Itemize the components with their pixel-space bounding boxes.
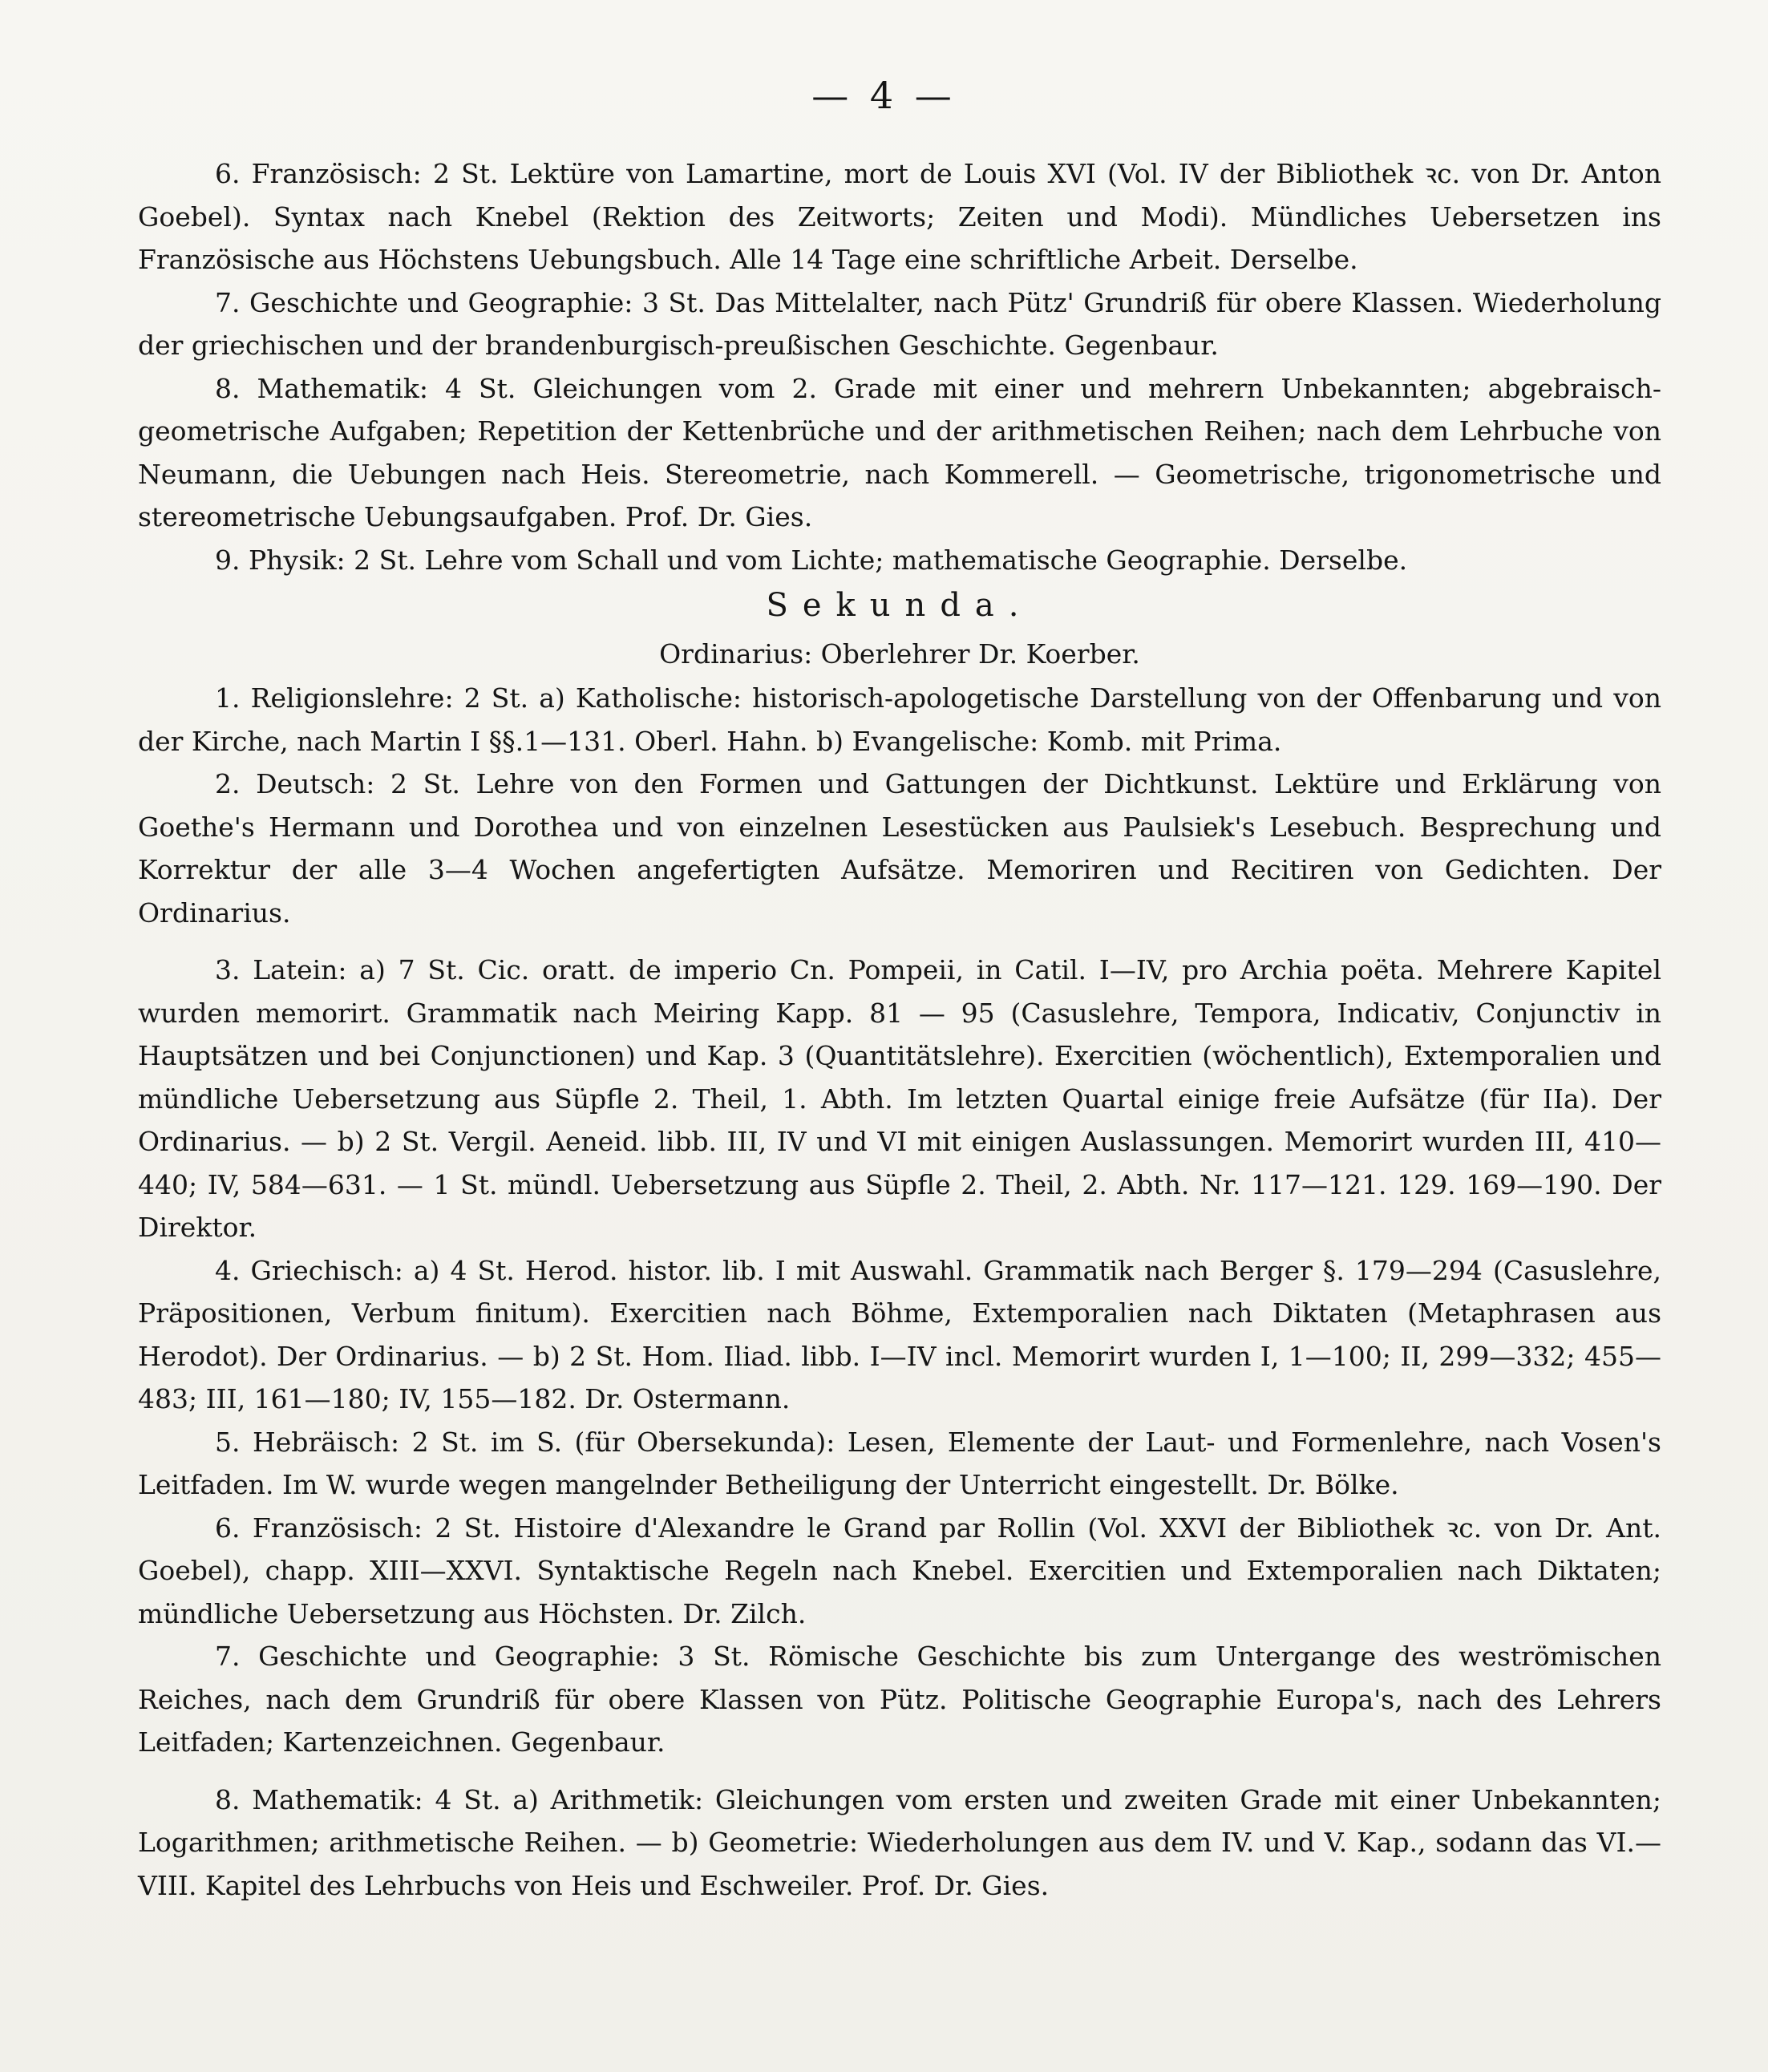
paragraph-mathematik-sekunda: 8. Mathematik: 4 St. a) Arithmetik: Gleichungen vom ersten und zweiten Grade mit einer Unbekannten; Logarithmen; arithmetische Reihen. — b) Geometrie: Wiederholungen aus dem IV. und V. Kap., sodann das VI.—VIII. Kapitel des Lehrbuchs von Heis und Eschweiler. Prof. Dr. Gies. — [138, 1783, 1661, 1901]
section-ordinarius: Ordinarius: Oberlehrer Dr. Koerber. — [659, 637, 1140, 670]
paragraph-mathematik-prima: 8. Mathematik: 4 St. Gleichungen vom 2. Grade mit einer und mehrern Unbekannten; abgebraisch-geometrische Aufgaben; Repetition der Kettenbrüche und der arithmetischen Reihen; nach dem Lehrbuche von Neumann, die Uebungen nach Heis. Stereometrie, nach Kommerell. — Geometrische, trigonometrische und stereometrische Uebungsaufgaben. Prof. Dr. Gies. — [138, 372, 1661, 532]
paragraph-griechisch: 4. Griechisch: a) 4 St. Herod. histor. lib. I mit Auswahl. Grammatik nach Berger §. 179—294 (Casuslehre, Präpositionen, Verbum finitum). Exercitien nach Böhme, Extemporalien nach Diktaten (Metaphrasen aus Herodot). Der Ordinarius. — b) 2 St. Hom. Iliad. libb. I—IV incl. Memorirt wurden I, 1—100; II, 299—332; 455—483; III, 161—180; IV, 155—182. Dr. Ostermann. — [138, 1254, 1661, 1414]
paragraph-hebraeisch: 5. Hebräisch: 2 St. im S. (für Obersekunda): Lesen, Elemente der Laut- und Formenlehre, nach Vosen's Leitfaden. Im W. wurde wegen mangelnder Betheiligung der Unterricht eingestellt. Dr. Bölke. — [138, 1426, 1661, 1500]
page-body — [138, 152, 1661, 1907]
paragraph-franzoesisch-prima: 6. Französisch: 2 St. Lektüre von Lamartine, mort de Louis XVI (Vol. IV der Bibliothek ꝛc. von Dr. Anton Goebel). Syntax nach Knebel (Rektion des Zeitworts; Zeiten und Modi). Mündliches Uebersetzen ins Französische aus Höchstens Uebungsbuch. Alle 14 Tage eine schriftliche Arbeit. Derselbe. — [138, 158, 1661, 275]
paragraph-latein: 3. Latein: a) 7 St. Cic. oratt. de imperio Cn. Pompeii, in Catil. I—IV, pro Archia poëta. Mehrere Kapitel wurden memorirt. Grammatik nach Meiring Kapp. 81 — 95 (Casuslehre, Tempora, Indicativ, Conjunctiv in Hauptsätzen und bei Conjunctionen) und Kap. 3 (Quantitätslehre). Exercitien (wöchentlich), Extemporalien und mündliche Uebersetzung aus Süpfle 2. Theil, 1. Abth. Im letzten Quartal einige freie Aufsätze (für IIa). Der Ordinarius. — b) 2 St. Vergil. Aeneid. libb. III, IV und VI mit einigen Auslassungen. Memorirt wurden III, 410—440; IV, 584—631. — 1 St. mündl. Uebersetzung aus Süpfle 2. Theil, 2. Abth. Nr. 117—121. 129. 169—190. Der Direktor. — [138, 954, 1661, 1243]
section-heading: Sekunda. — [766, 587, 1034, 624]
paragraph-geschichte-prima: 7. Geschichte und Geographie: 3 St. Das Mittelalter, nach Pütz' Grundriß für obere Klassen. Wiederholung der griechischen und der brandenburgisch-preußischen Geschichte. Gegenbaur. — [138, 286, 1661, 361]
page-number: — 4 — — [811, 74, 957, 117]
paragraph-religionslehre: 1. Religionslehre: 2 St. a) Katholische: historisch-apologetische Darstellung von der Offenbarung und von der Kirche, nach Martin I §§.1—131. Oberl. Hahn. b) Evangelische: Komb. mit Prima. — [138, 682, 1661, 757]
paragraph-deutsch: 2. Deutsch: 2 St. Lehre von den Formen und Gattungen der Dichtkunst. Lektüre und Erklärung von Goethe's Hermann und Dorothea und von einzelnen Lesestücken aus Paulsiek's Lesebuch. Besprechung und Korrektur der alle 3—4 Wochen angefertigten Aufsätze. Memoriren und Recitiren von Gedichten. Der Ordinarius. — [138, 768, 1661, 929]
paragraph-physik-prima: 9. Physik: 2 St. Lehre vom Schall und vom Lichte; mathematische Geographie. Derselbe. — [215, 544, 1408, 576]
paragraph-franzoesisch-sekunda: 6. Französisch: 2 St. Histoire d'Alexandre le Grand par Rollin (Vol. XXVI der Bibliothek ꝛc. von Dr. Ant. Goebel), chapp. XIII—XXVI. Syntaktische Regeln nach Knebel. Exercitien und Extemporalien nach Diktaten; mündliche Uebersetzung aus Höchsten. Dr. Zilch. — [138, 1512, 1661, 1629]
paragraph-geschichte-sekunda: 7. Geschichte und Geographie: 3 St. Römische Geschichte bis zum Untergange des weströmischen Reiches, nach dem Grundriß für obere Klassen von Pütz. Politische Geographie Europa's, nach des Lehrers Leitfaden; Kartenzeichnen. Gegenbaur. — [138, 1641, 1661, 1758]
